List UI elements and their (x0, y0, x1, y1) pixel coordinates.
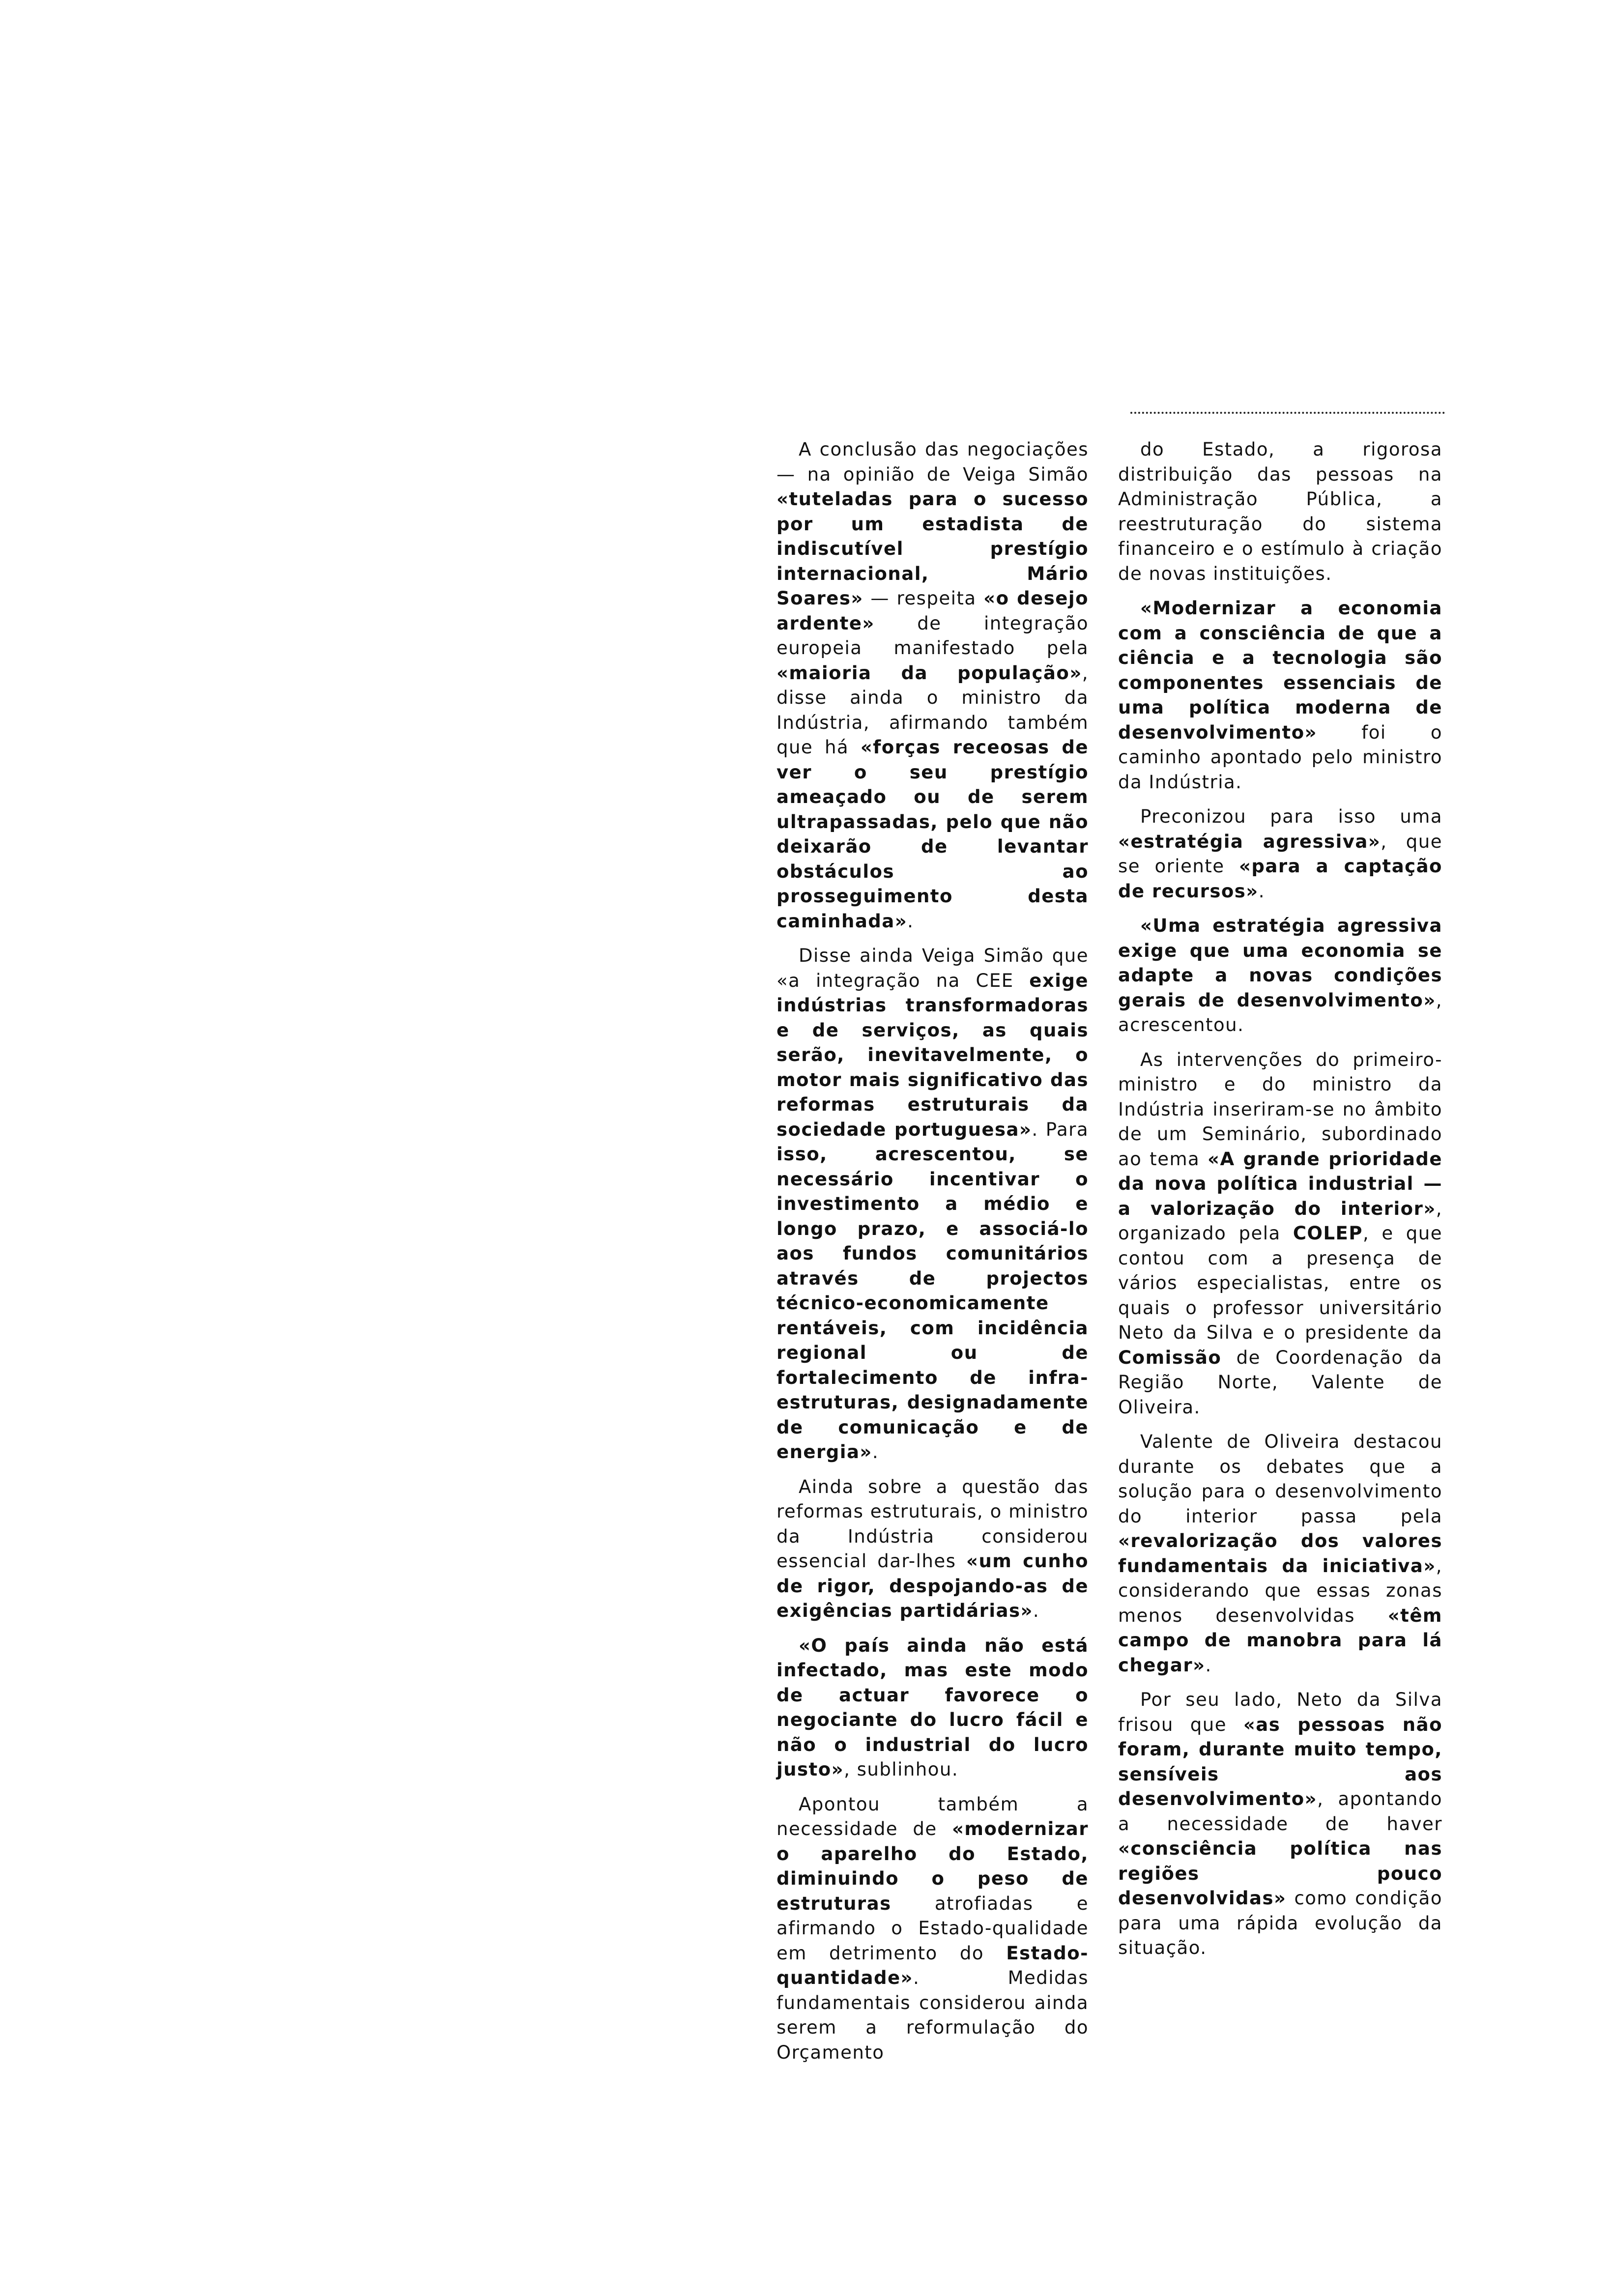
bold-text-run: «A grande prioridade da nova política industrial — a valorização do interior» (1118, 1148, 1442, 1219)
text-run: Apontou também a necessidade de (777, 1793, 1089, 1839)
text-run: , disse ainda o ministro da Indústria, afirmando também que há (777, 662, 1089, 758)
text-run: . Medidas fundamentais considerou ainda serem a reformulação do Orçamento (777, 1967, 1089, 2063)
bold-text-run: «O país ainda não está infectado, mas este modo de actuar favorece o negociante do lucro fácil e não o industrial do lucro justo» (777, 1635, 1089, 1780)
text-run: de integração europeia manifestado pela (777, 612, 1089, 659)
text-run: — respeita (863, 588, 984, 609)
bold-text-run: exige indústrias transformadoras e de serviços, as quais serão, inevitavelmente, o motor mais significativo das reformas estruturais da sociedade portuguesa» (777, 970, 1089, 1140)
article-paragraph (1118, 914, 1442, 1038)
text-run: A conclusão das negociações — na opinião de Veiga Simão (777, 439, 1089, 485)
article-paragraph (777, 437, 1089, 934)
text-run: . (907, 910, 914, 932)
text-run: . (1205, 1654, 1212, 1676)
bold-text-run: «um cunho de rigor, despojando-as de exigências partidárias» (777, 1550, 1089, 1621)
text-run: As intervenções do primeiro-ministro e do ministro da Indústria inseriram-se no âmbito de um Seminário, subordinado ao tema (1118, 1049, 1442, 1170)
article-paragraph (777, 1634, 1089, 1782)
bold-text-run: «Uma estratégia agressiva exige que uma economia se adapte a novas condições gerais de desenvolvimento» (1118, 915, 1442, 1011)
bold-text-run: «revalorização dos valores fundamentais da iniciativa» (1118, 1530, 1442, 1577)
text-run: como condição para uma rápida evolução da situação. (1118, 1888, 1442, 1958)
text-run: do Estado, a rigorosa distribuição das pessoas na Administração Pública, a reestruturação do sistema financeiro e o estímulo à criação de novas instituições. (1118, 439, 1442, 584)
text-run: . (1033, 1600, 1040, 1621)
text-run: , e que contou com a presença de vários especialistas, entre os quais o professor universitário Neto da Silva e o presidente da (1118, 1223, 1442, 1343)
article-paragraph (777, 1792, 1089, 2066)
text-run: Valente de Oliveira destacou durante os debates que a solução para o desenvolvimento do interior passa pela (1118, 1431, 1442, 1527)
bold-text-run: «forças receosas de ver o seu prestígio ameaçado ou de serem ultrapassadas, pelo que não deixarão de levantar obstáculos ao prosseguimento desta caminhada» (777, 737, 1089, 932)
bold-text-run: «têm campo de manobra para lá chegar» (1118, 1605, 1442, 1676)
bold-text-run: «consciência política nas regiões pouco desenvolvidas» (1118, 1838, 1442, 1909)
text-run: , apontando a necessidade de haver (1118, 1788, 1442, 1835)
bold-text-run: COLEP (1293, 1223, 1363, 1244)
bold-text-run: Estado-quantidade» (777, 1942, 1089, 1988)
article-column-left (777, 437, 1089, 2075)
text-run: . Para (1032, 1119, 1089, 1140)
bold-text-run: «para a captação de recursos» (1118, 856, 1442, 902)
bold-text-run: «tuteladas para o sucesso por um estadista de indiscutível prestígio internacional, Mário Soares» (777, 488, 1089, 609)
text-run: atrofiadas e afirmando o Estado-qualidade em detrimento do (777, 1893, 1089, 1964)
text-run: . (1258, 880, 1265, 902)
text-run: , acrescentou. (1118, 989, 1442, 1035)
text-run: , organizado pela (1118, 1198, 1442, 1244)
column-rule (1130, 412, 1445, 419)
bold-text-run: «as pessoas não foram, durante muito tempo, sensíveis aos desenvolvimento» (1118, 1714, 1442, 1809)
text-run: , sublinhou. (844, 1759, 959, 1780)
bold-text-run: «maioria da população» (777, 662, 1082, 684)
text-run: foi o caminho apontado pelo ministro da Indústria. (1118, 721, 1442, 793)
bold-text-run: «o desejo ardente» (777, 588, 1089, 634)
bold-text-run: «estratégia agressiva» (1118, 831, 1381, 852)
article-paragraph (1118, 1430, 1442, 1678)
text-run: , que se oriente (1118, 831, 1442, 877)
article-paragraph (777, 944, 1089, 1465)
text-run: Ainda sobre a questão das reformas estruturais, o ministro da Indústria considerou essencial dar-lhes (777, 1476, 1089, 1572)
bold-text-run: isso, acrescentou, se necessário incentivar o investimento a médio e longo prazo, e associá-lo aos fundos comunitários através de projectos técnico-economicamente rentáveis, com incidência regional ou de fortalecimento de infra-estruturas, designadamente de comunicação e de energia» (777, 1144, 1089, 1463)
article-column-right (1118, 437, 1442, 1971)
text-run: . (872, 1441, 879, 1463)
text-run: Preconizou para isso uma (1140, 806, 1442, 827)
article-paragraph (1118, 437, 1442, 586)
bold-text-run: Comissão (1118, 1347, 1222, 1368)
article-paragraph (1118, 1048, 1442, 1420)
bold-text-run: «Modernizar a economia com a consciência de que a ciência e a tecnologia são componentes essenciais de uma política moderna de desenvolvimento» (1118, 598, 1442, 743)
article-paragraph (1118, 596, 1442, 795)
text-run: Por seu lado, Neto da Silva frisou que (1118, 1689, 1442, 1735)
text-run: Disse ainda Veiga Simão que (799, 945, 1089, 966)
bold-text-run: «modernizar o aparelho do Estado, diminuindo o peso de estruturas (777, 1818, 1089, 1914)
text-run: , considerando que essas zonas menos desenvolvidas (1118, 1555, 1442, 1626)
article-paragraph (1118, 1688, 1442, 1961)
text-run: «a integração na CEE (777, 970, 1030, 991)
article-paragraph (777, 1475, 1089, 1624)
text-run: de Coordenação da Região Norte, Valente de Oliveira. (1118, 1347, 1442, 1418)
article-paragraph (1118, 804, 1442, 904)
